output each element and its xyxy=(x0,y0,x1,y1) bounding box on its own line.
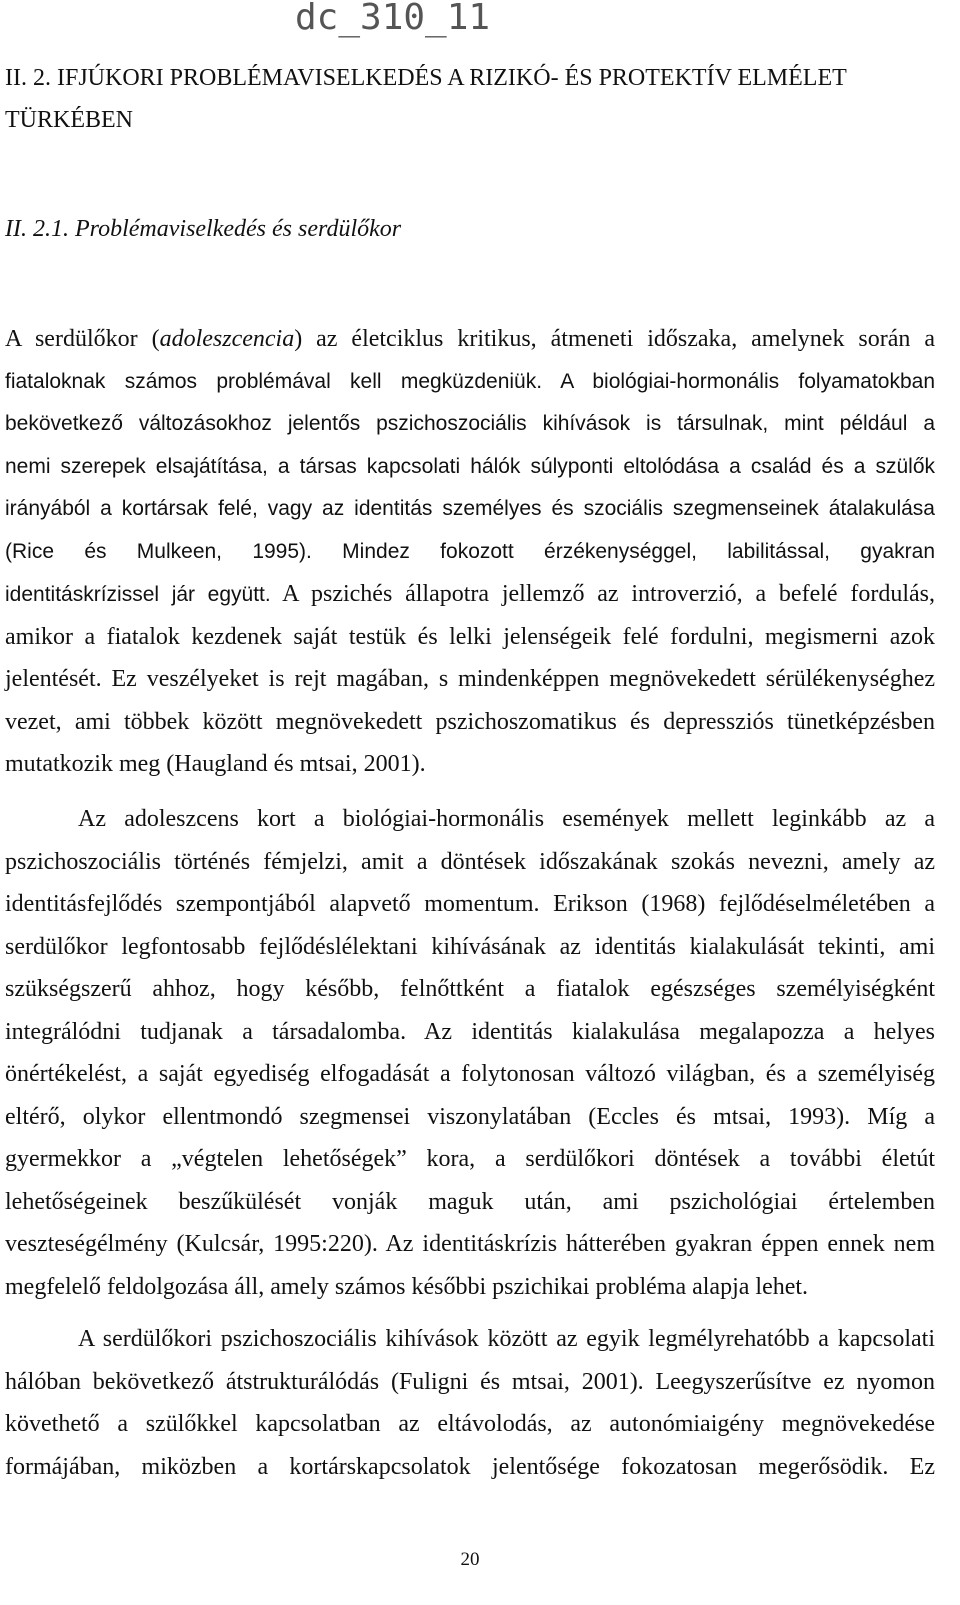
paragraph-line: önértékelést, a saját egyediség elfogadását a folytonosan változó világban, és a személyiség xyxy=(5,1061,935,1087)
paragraph-line: irányából a kortársak felé, vagy az identitás személyes és szociális szegmenseinek átalakulása xyxy=(5,497,935,520)
paragraph xyxy=(5,318,935,786)
text-span: identitáskrízissel jár együtt. xyxy=(5,583,271,606)
paragraph-line: mutatkozik meg (Haugland és mtsai, 2001). xyxy=(5,751,426,777)
paragraph-line: Az adoleszcens kort a biológiai-hormonális események mellett leginkább az a xyxy=(78,806,935,832)
paragraph xyxy=(5,798,935,1308)
paragraph-line: hálóban bekövetkező átstrukturálódás (Fuligni és mtsai, 2001). Leegyszerűsítve ez nyomon xyxy=(5,1368,935,1395)
paragraph-line: jelentését. Ez veszélyeket is rejt magában, s mindenképpen megnövekedett sérülékenységhez xyxy=(5,666,935,692)
section-heading-line: TÜRKÉBEN xyxy=(5,107,133,133)
paragraph-line: gyermekkor a „végtelen lehetőségek” kora, a serdülőkori döntések a további életút xyxy=(5,1146,935,1172)
paragraph-line: serdülőkor legfontosabb fejlődéslélektani kihívásának az identitás kialakulását tekinti, ami xyxy=(5,933,935,960)
text-span: A pszichés állapotra jellemző az introverzió, a befelé fordulás, xyxy=(270,581,935,607)
text-span: ) az életciklus kritikus, átmeneti időszaka, amelynek során a xyxy=(294,326,936,352)
section-heading xyxy=(5,57,935,141)
paragraph-line: fiataloknak számos problémával kell megküzdeniük. A biológiai-hormonális folyamatokban xyxy=(5,369,935,393)
subsection-heading: II. 2.1. Problémaviselkedés és serdülőkor xyxy=(5,216,402,242)
paragraph-line: követhető a szülőkkel kapcsolatban az eltávolodás, az autonómiaigény megnövekedése xyxy=(5,1411,935,1437)
paragraph-line: veszteségélmény (Kulcsár, 1995:220). Az identitáskrízis hátterében gyakran éppen ennek nem xyxy=(5,1231,935,1257)
document-id-watermark: dc_310_11 xyxy=(295,0,491,38)
paragraph-line: bekövetkező változásokhoz jelentős pszichoszociális kihívások is társulnak, mint például a xyxy=(5,412,935,435)
page-number: 20 xyxy=(460,1549,480,1570)
paragraph-line: formájában, miközben a kortárskapcsolatok jelentősége fokozatosan megerősödik. Ez xyxy=(5,1453,935,1480)
paragraph-line: szükségszerű ahhoz, hogy később, felnőttként a fiatalok egészséges személyiségként xyxy=(5,976,935,1002)
paragraph-line: vezet, ami többek között megnövekedett pszichoszomatikus és depressziós tünetképzésben xyxy=(5,708,935,735)
paragraph-line: pszichoszociális történés fémjelzi, amit a döntések időszakának szokás nevezni, amely az xyxy=(5,848,935,875)
section-heading-line: II. 2. IFJÚKORI PROBLÉMAVISELKEDÉS A RIZIKÓ- ÉS PROTEKTÍV ELMÉLET xyxy=(5,65,847,91)
paragraph xyxy=(5,1318,935,1488)
paragraph-line: integrálódni tudjanak a társadalomba. Az identitás kialakulása megalapozza a helyes xyxy=(5,1018,935,1045)
paragraph-line: nemi szerepek elsajátítása, a társas kapcsolati hálók súlyponti eltolódása a család és a szülők xyxy=(5,454,935,478)
paragraph-line: lehetőségeinek beszűkülését vonják maguk után, ami pszichológiai értelemben xyxy=(5,1188,935,1215)
paragraph-line: (Rice és Mulkeen, 1995). Mindez fokozott érzékenységgel, labilitással, gyakran xyxy=(5,539,935,563)
paragraph-line xyxy=(5,318,935,361)
italic-term: adoleszcencia xyxy=(159,326,295,352)
paragraph-line: eltérő, olykor ellentmondó szegmensei viszonylatában (Eccles és mtsai, 1993). Míg a xyxy=(5,1103,935,1130)
text-span: A serdülőkor ( xyxy=(5,326,160,352)
paragraph-line: A serdülőkori pszichoszociális kihívások között az egyik legmélyrehatóbb a kapcsolati xyxy=(78,1326,935,1352)
paragraph-line: amikor a fiatalok kezdenek saját testük és lelki jelenségeik felé fordulni, megismerni azok xyxy=(5,623,935,650)
paragraph-line: identitásfejlődés szempontjából alapvető momentum. Erikson (1968) fejlődéselméletében a xyxy=(5,891,935,917)
paragraph-line: megfelelő feldolgozása áll, amely számos későbbi pszichikai probléma alapja lehet. xyxy=(5,1273,809,1300)
paragraph-line xyxy=(5,573,935,616)
